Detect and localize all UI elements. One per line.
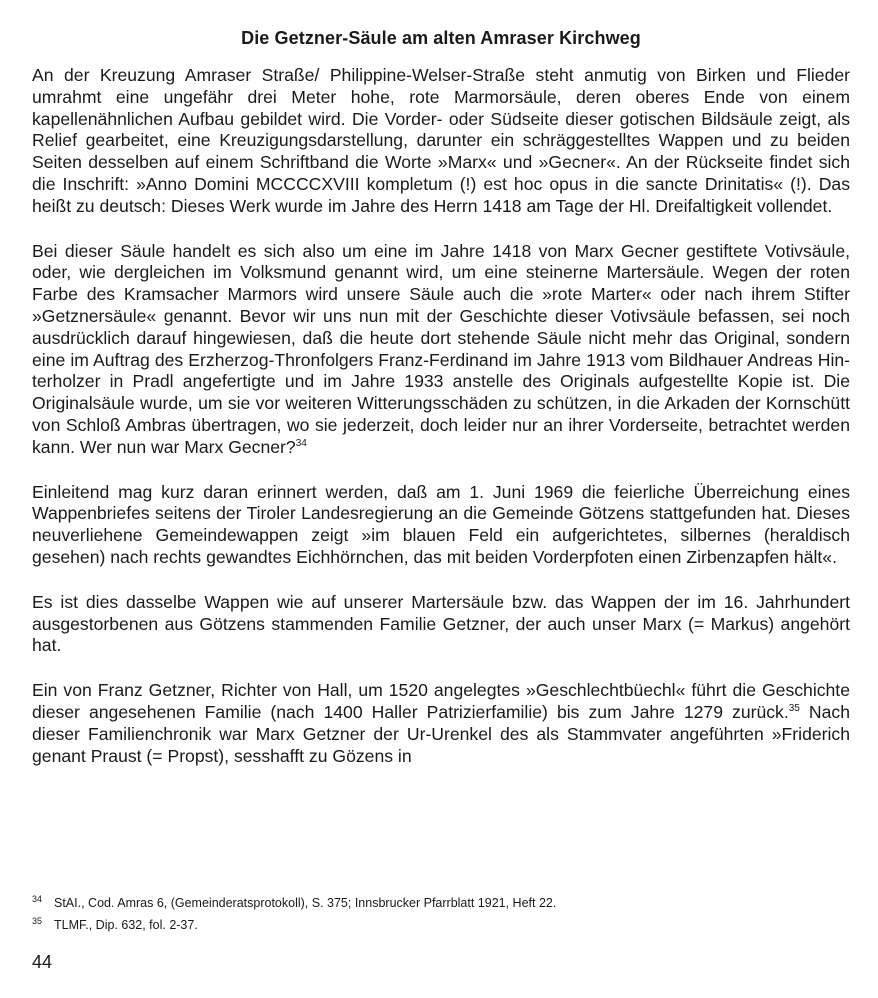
footnotes [32,890,850,934]
footnote-number: 35 [32,916,43,927]
footnote-text: TLMF., Dip. 632, fol. 2-37. [54,918,198,933]
footnote-ref-35: 35 [788,703,800,715]
paragraph-2 [32,241,850,459]
paragraph-1: An der Kreuzung Amraser Straße/ Philippine-Welser-Straße steht anmutig von Birken und Flieder umrahmt eine ungefähr drei Meter hohe, rote Marmorsäule, deren oberes Ende von einem kapellenähnlichen Aufbau gebildet wird. Die Vorder- oder Südseite dieser gotischen Bildsäule zeigt, als Relief gearbeitet, eine Kreuzigungsdarstellung, darunter ein schräggestelltes Wappen und zu beiden Seiten desselben auf einem Schriftband die Worte »Marx« und »Gecner«. An der Rückseite findet sich die Inschrift: »Anno Domini MCCCCXVIII kompletum (!) est hoc opus in die sancte Drinitatis« (!). Das heißt zu deutsch: Dieses Werk wurde im Jahre des Herrn 1418 am Tage der Hl. Dreifaltigkeit vollendet. [32,65,850,216]
paragraph-2-text: Bei dieser Säule handelt es sich also um eine im Jahre 1418 von Marx Gecner gestiftete Votivsäule, oder, wie dergleichen im Volksmund genannt wird, um eine steinerne Martersäule. Wegen der roten Farbe des Kramsacher Marmors wird unsere Säule auch die »rote Marter« oder nach ihrem Stifter »Getznersäule« genannt. Bevor wir uns nun mit der Geschichte dieser Votivsäule befassen, sei noch ausdrücklich darauf hingewiesen, daß die heute dort stehende Säule nicht mehr das Original, sondern eine im Auftrag des Erzherzog-Thronfolgers Franz-Ferdinand im Jahre 1913 vom Bildhauer Andreas Hinterholzer in Pradl angefertigte und im Jahre 1933 anstelle des Originals aufgestellte Kopie ist. Die Originalsäule wurde, um sie vor weiteren Witterungsschäden zu schützen, in die Arkaden der Kornschütt von Schloß Ambras übertragen, wo sie jederzeit, doch leider nur an ihrer Vorderseite, betrachtet werden kann. Wer nun war Marx Gecner? [32,240,850,457]
page-content [32,28,850,790]
paragraph-4: Es ist dies dasselbe Wappen wie auf unserer Martersäule bzw. das Wappen der im 16. Jahrhundert ausgestorbenen aus Götzens stammenden Familie Getzner, der auch unser Marx (= Markus) angehört hat. [32,591,850,656]
page-title: Die Getzner-Säule am alten Amraser Kirchweg [241,28,641,48]
footnote-ref-34: 34 [295,437,307,449]
footnote-number: 34 [32,894,43,904]
page-number: 44 [32,952,53,972]
paragraph-5-text: Ein von Franz Getzner, Richter von Hall, um 1520 angelegtes »Geschlechtbüechl« führt die Geschichte dieser angesehenen Familie (nach 1400 Haller Patrizierfamilie) bis zum Jahre 1279 zurück. [32,680,850,722]
paragraph-5 [32,680,850,767]
footnote-34 [32,890,850,912]
footnote-35 [32,912,850,934]
paragraph-3: Einleitend mag kurz daran erinnert werden, daß am 1. Juni 1969 die feierliche Überreichung eines Wappenbriefes seitens der Tiroler Landesregierung an die Gemeinde Götzens stattgefunden hat. Dieses neuverliehene Gemeindewappen zeigt »im blauen Feld ein aufgerichtetes, silbernes (heraldisch gesehen) nach rechts gewandtes Eichhörnchen, das mit beiden Vorderpfoten einen Zirbenzapfen hält«. [32,481,850,567]
footnote-text: StAI., Cod. Amras 6, (Gemeinderatsprotokoll), S. 375; Innsbrucker Pfarrblatt 1921, Heft 22. [54,896,557,911]
paragraph-5-continuation: Nach dieser Familienchronik war Marx Getzner der Ur-Urenkel des als Stammvater angeführten »Friderich genant Praust (= Propst), sesshafft zu Gözens in [32,701,850,766]
